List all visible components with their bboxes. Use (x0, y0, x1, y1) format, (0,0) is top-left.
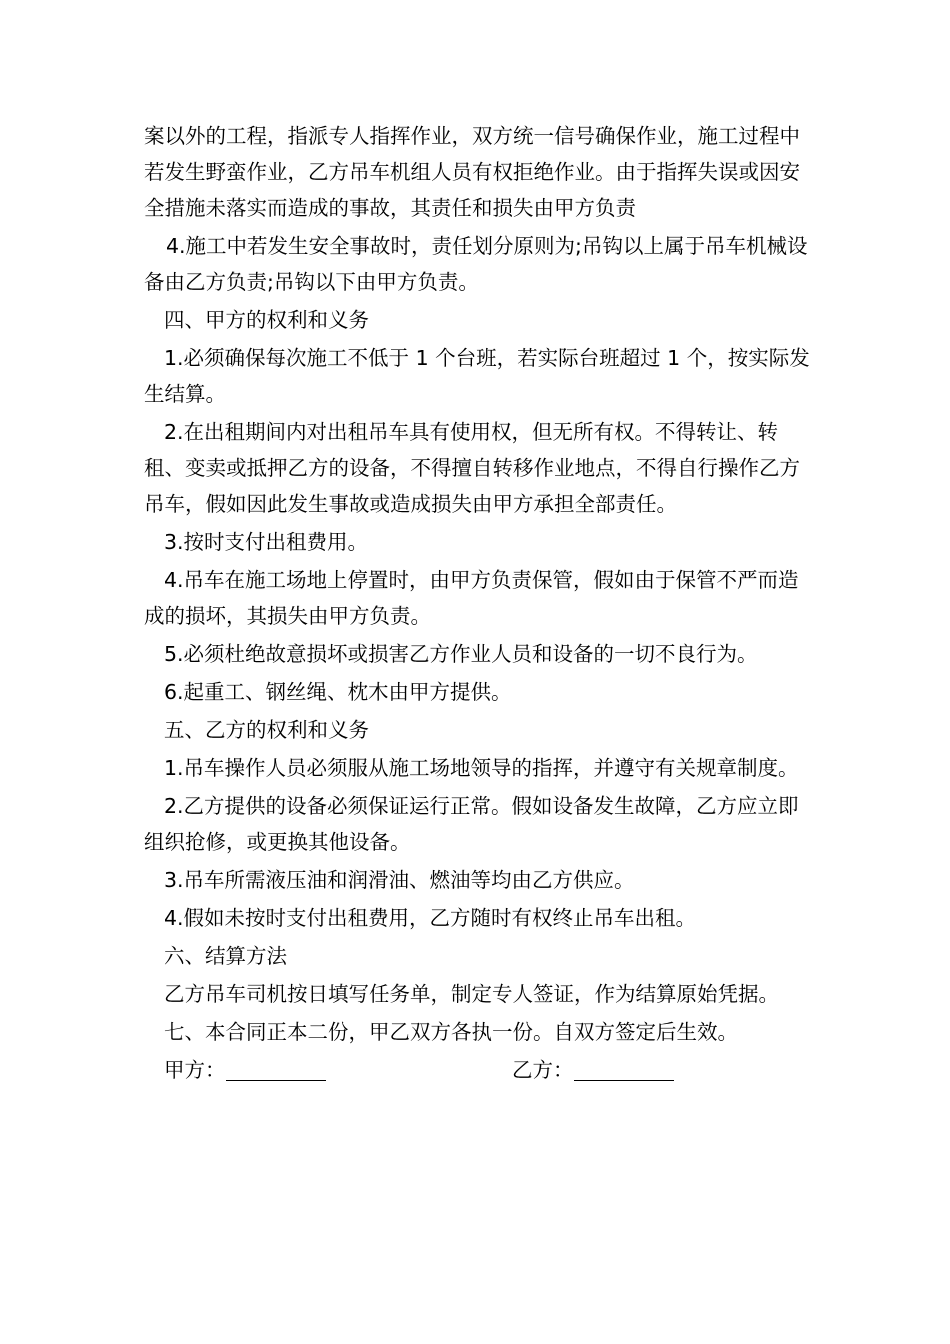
party-a-label: 甲方： (164, 1058, 226, 1082)
section-heading-copies: 七、本合同正本二份，甲乙双方各执一份。自双方签定后生效。 (164, 1020, 738, 1044)
paragraph-party-a-3: 3.按时支付出租费用。 (164, 530, 369, 554)
paragraph-party-a-4: 4.吊车在施工场地上停置时，由甲方负责保管，假如由于保管不严而造成的损坏，其损失由甲方负责。 (144, 568, 799, 628)
party-b-signature-line (574, 1056, 674, 1081)
document-body (144, 118, 810, 1088)
paragraph-party-b-2: 2.乙方提供的设备必须保证运行正常。假如设备发生故障，乙方应立即组织抢修，或更换其他设备。 (144, 794, 799, 854)
party-a-signature-line (226, 1056, 326, 1081)
paragraph-party-a-5: 5.必须杜绝故意损坏或损害乙方作业人员和设备的一切不良行为。 (164, 642, 758, 666)
section-heading-party-a: 四、甲方的权利和义务 (164, 308, 369, 332)
party-b-signature (512, 1052, 674, 1088)
paragraph-party-a-6: 6.起重工、钢丝绳、枕木由甲方提供。 (164, 680, 512, 704)
section-heading-settlement: 六、结算方法 (164, 944, 287, 968)
section-heading-party-b: 五、乙方的权利和义务 (164, 718, 369, 742)
party-a-signature (164, 1052, 326, 1088)
paragraph-party-b-3: 3.吊车所需液压油和润滑油、燃油等均由乙方供应。 (164, 868, 635, 892)
paragraph-settlement: 乙方吊车司机按日填写任务单，制定专人签证，作为结算原始凭据。 (164, 982, 779, 1006)
paragraph-party-b-1: 1.吊车操作人员必须服从施工场地领导的指挥，并遵守有关规章制度。 (164, 756, 799, 780)
paragraph-party-a-1: 1.必须确保每次施工不低于 1 个台班，若实际台班超过 1 个，按实际发生结算。 (144, 346, 810, 406)
signature-row (144, 1052, 810, 1088)
paragraph-party-b-4: 4.假如未按时支付出租费用，乙方随时有权终止吊车出租。 (164, 906, 697, 930)
paragraph-party-a-2: 2.在出租期间内对出租吊车具有使用权，但无所有权。不得转让、转租、变卖或抵押乙方的设备，不得擅自转移作业地点，不得自行操作乙方吊车，假如因此发生事故或造成损失由甲方承担全部责任。 (144, 420, 800, 516)
paragraph-safety-clause: 4.施工中若发生安全事故时，责任划分原则为;吊钩以上属于吊车机械设备由乙方负责;吊钩以下由甲方负责。 (144, 234, 808, 294)
paragraph-continuation: 案以外的工程，指派专人指挥作业，双方统一信号确保作业，施工过程中若发生野蛮作业，乙方吊车机组人员有权拒绝作业。由于指挥失误或因安全措施未落实而造成的事故，其责任和损失由甲方负责 (144, 124, 800, 220)
party-b-label: 乙方： (512, 1058, 574, 1082)
